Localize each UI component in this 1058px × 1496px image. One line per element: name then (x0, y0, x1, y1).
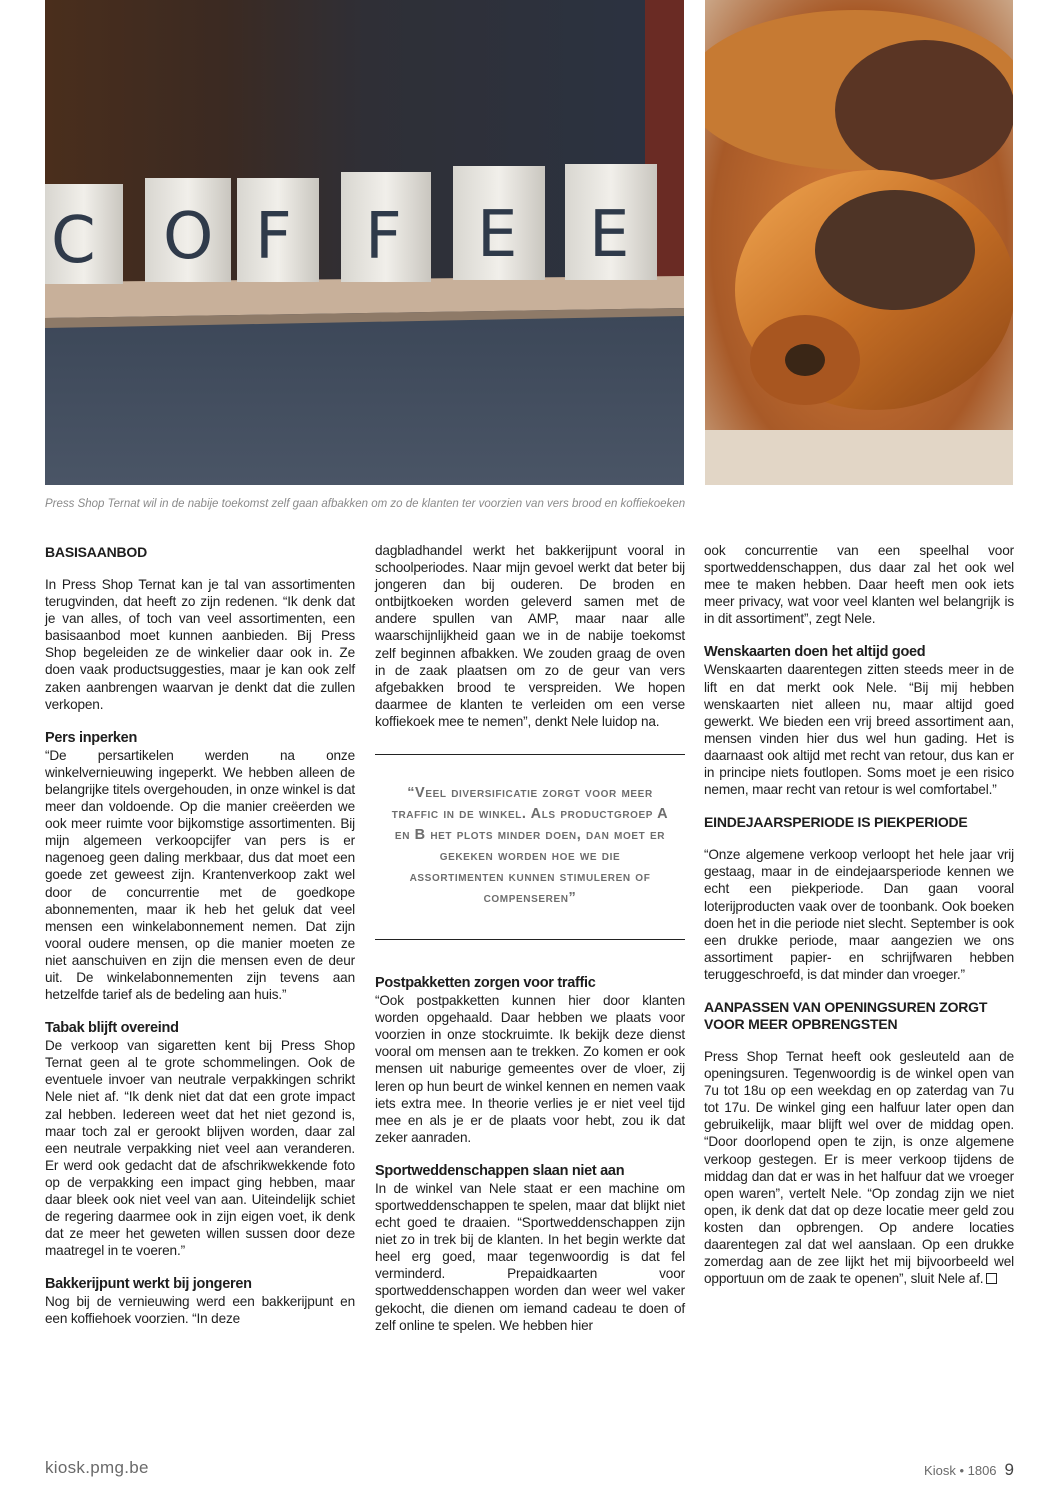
cup-letter-f2: F (365, 200, 402, 274)
cup-letter-c: C (51, 204, 96, 278)
paragraph-eindejaarsperiode: “Onze algemene verkoop verloopt het hele jaar vrij gestaag, maar in de eindejaarsperiode kennen we echt een piekperiode. Dan gaan vooral loterijproducten vaak over de toonbank. Ook boeken doen het in die periode niet slecht. September is ook een drukke periode, maar aangezien we ons assortiment papier- en schrijfwaren hebben teruggeschroefd, is dat minder dan vroeger.” (704, 847, 1014, 982)
footer-website: kiosk.pmg.be (45, 1458, 149, 1477)
article-column-2 (375, 542, 685, 1350)
paragraph-bakkerijpunt: Nog bij de vernieuwing werd een bakkerijpunt en een koffiehoek voorzien. “In deze (45, 1294, 355, 1327)
subheading-bakkerijpunt: Bakkerijpunt werkt bij jongeren (45, 1276, 252, 1293)
paragraph-wenskaarten: Wenskaarten daarentegen zitten steeds meer in de lift en dat merkt ook Nele. “Bij mij hebben wenskaarten niet alleen nu, maar altijd goed gewerkt. We bieden een vrij breed assortiment aan, mensen vinden hier dus wel hun gading. Het is daarnaast ook altijd met recht van retour, dus kan er in principe niets foutlopen. Soms moet je een risico nemen, maar recht van retour is wel comfortabel.” (704, 662, 1014, 798)
paragraph-bakkerijpunt-cont: dagbladhandel werkt het bakkerijpunt vooral in schoolperiodes. Naar mijn gevoel werkt dat beter bij jongeren dan bij ouderen. De broden en ontbijtkoeken worden geleverd samen met de andere spullen van AMP, maar naar alle waarschijnlijkheid gaan we in de nabije toekomst zelf beginnen afbakken. We zouden graag de oven in de zaak plaatsen om zo de geur van vers afgebakken brood te verspreiden. We hopen daarmee de klanten te verleiden om een verse koffiekoek mee te nemen”, denkt Nele luidop na. (375, 543, 685, 729)
article-column-1 (45, 542, 355, 1344)
footer-issue-label: Kiosk • 1806 (924, 1463, 997, 1478)
subheading-wenskaarten: Wenskaarten doen het altijd goed (704, 644, 926, 661)
paragraph-basisaanbod: In Press Shop Ternat kan je tal van assortimenten terugvinden, dat heeft zo zijn redenen. “Ik denk dat je van alles, of toch van veel assortimenten, een basisaanbod moet kunnen aanbieden. Bij Press Shop begeleiden ze de winkelier daar ook in. Ze doen vaak productsuggesties, maar je kan ook zelf zaken aanbrengen waarvan je denkt dat die zullen verkopen. (45, 577, 355, 712)
page-number: 9 (1004, 1460, 1014, 1479)
paragraph-sportweddenschappen: In de winkel van Nele staat er een machine om sportweddenschappen te spelen, maar dat blijkt niet echt goed te draaien. “Sportweddenschappen zijn niet zo in trek bij de klanten. In het begin werkte dat heel erg goed, maar tegenwoordig is dat fel verminderd. Prepaidkaarten voor sportweddenschappen worden dan weer wel vaker gekocht, die dienen om iemand cadeau te doen of zelf online te spelen. We hebben hier (375, 1180, 685, 1333)
subheading-postpakketten: Postpakketten zorgen voor traffic (375, 975, 596, 992)
subheading-sportweddenschappen: Sportweddenschappen slaan niet aan (375, 1162, 625, 1179)
end-mark-icon (986, 1273, 997, 1284)
paragraph-tabak: De verkoop van sigaretten kent bij Press Shop Ternat geen al te grote schommelingen. Ook de eventuele invoer van neutrale verpakkingen schrikt Nele niet af. “Ik denk niet dat dat een grote impact zal hebben. Iedereen weet dat het niet gezond is, maar toch zal er gerookt blijven worden, daar zal een neutrale verpakking niet veel aan veranderen. Er werd ook gedacht dat de afschrikwekkende foto op de verpakking een impact ging hebben, maar daar bleek ook niet veel van aan. Uiteindelijk schiet de regering daarmee ook in zijn eigen voet, ik denk dat ze meer het geweten willen sussen door deze maatregel in te voeren.” (45, 1038, 355, 1259)
paragraph-postpakketten: “Ook postpakketten kunnen hier door klanten worden opgehaald. Daar hebben we plaats voor voorzien in onze stockruimte. Ik bekijk deze dienst vooral om mensen aan te trekken. Zo komen er ook mensen uit naburige gemeentes over de vloer, zij leren op hun beurt de winkel kennen en nemen vaak iets extra mee. In theorie verlies je er niet veel tijd mee en als je er de plaats voor hebt, zou ik dat zeker aanraden. (375, 993, 685, 1145)
heading-eindejaarsperiode: EINDEJAARSPERIODE IS PIEKPERIODE (704, 814, 968, 831)
heading-basisaanbod: BASISAANBOD (45, 544, 148, 560)
cup-letter-f1: F (255, 200, 292, 274)
subheading-pers-inperken: Pers inperken (45, 729, 138, 746)
subheading-tabak: Tabak blijft overeind (45, 1020, 179, 1037)
paragraph-pers-inperken: “De persartikelen werden na onze winkelvernieuwing ingeperkt. We hebben alleen de belangrijke titels overgehouden, in onze winkel is dat meer dan voldoende. Op die manier creëerden we ook meer ruimte voor bijkomstige assortimenten. Bij mijn algemeen verkoopcijfer van pers is er nagenoeg geen daling merkbaar, dus dat moet een goede zet geweest zijn. Krantenverkoop zakt wel door de concurrentie met de goedkope abonnementen, maar ik heb het geluk dat veel mensen een winkelabonnement nemen. Dat zijn vooral oudere mensen, op die manier moeten ze niet aanschuiven en zijn die mensen even de deur uit. De winkelabonnementen zijn tevens aan hetzelfde tarief als de bedeling aan huis.” (45, 747, 355, 1003)
coffee-cups-photo (45, 0, 684, 485)
cup-letter-e1: E (477, 198, 518, 272)
cup-letter-e2: E (589, 198, 630, 272)
paragraph-sport-cont: ook concurrentie van een speelhal voor sportweddenschappen, dus daar zal het ook wel mee te maken hebben. Daar heeft men ook iets meer privacy, wat voor veel klanten wel belangrijk is in dit assortiment”, zegt Nele. (704, 543, 1014, 627)
footer-issue (924, 1460, 1014, 1480)
paragraph-openingsuren (704, 1048, 1014, 1287)
photo-caption: Press Shop Ternat wil in de nabije toekomst zelf gaan afbakken om zo de klanten ter voorzien van vers brood en koffiekoeken (45, 498, 686, 510)
paragraph-openingsuren-text: Press Shop Ternat heeft ook gesleuteld aan de openingsuren. Tegenwoordig is de winkel open van 7u tot 18u op een weekdag en op zaterdag van 7u tot 17u. De winkel ging een halfuur later open dan gebruikelijk, maar blijft wel over de middag open. “Door doorlopend open te zijn, is onze algemene verkoop gestegen. Er is meer verkoop tijdens de middag dan dat er was in het halfuur dat we vroeger open waren”, vertelt Nele. “Op zondag zijn we niet open, ik denk dat dat op deze locatie meer geld zou kosten dan opbrengen. Op andere locaties daarentegen zal dat wel aanslaan. Op een drukke zomerdag aan de zee lijkt het mij bijvoorbeeld wel opportuun om de zaak te openen”, sluit Nele af. (704, 1048, 1014, 1287)
chocolate-croissant-photo (705, 0, 1013, 485)
article-column-3 (704, 542, 1014, 1303)
heading-openingsuren: AANPASSEN VAN OPENINGSUREN ZORGT VOOR MEER OPBRENGSTEN (704, 998, 988, 1032)
pull-quote: “Veel diversificatie zorgt voor meer traffic in de winkel. Als productgroep A en B het plots minder doen, dan moet er gekeken worden hoe we die assortimenten kunnen stimuleren of compenseren” (375, 754, 685, 940)
cup-letter-o: O (163, 200, 214, 274)
